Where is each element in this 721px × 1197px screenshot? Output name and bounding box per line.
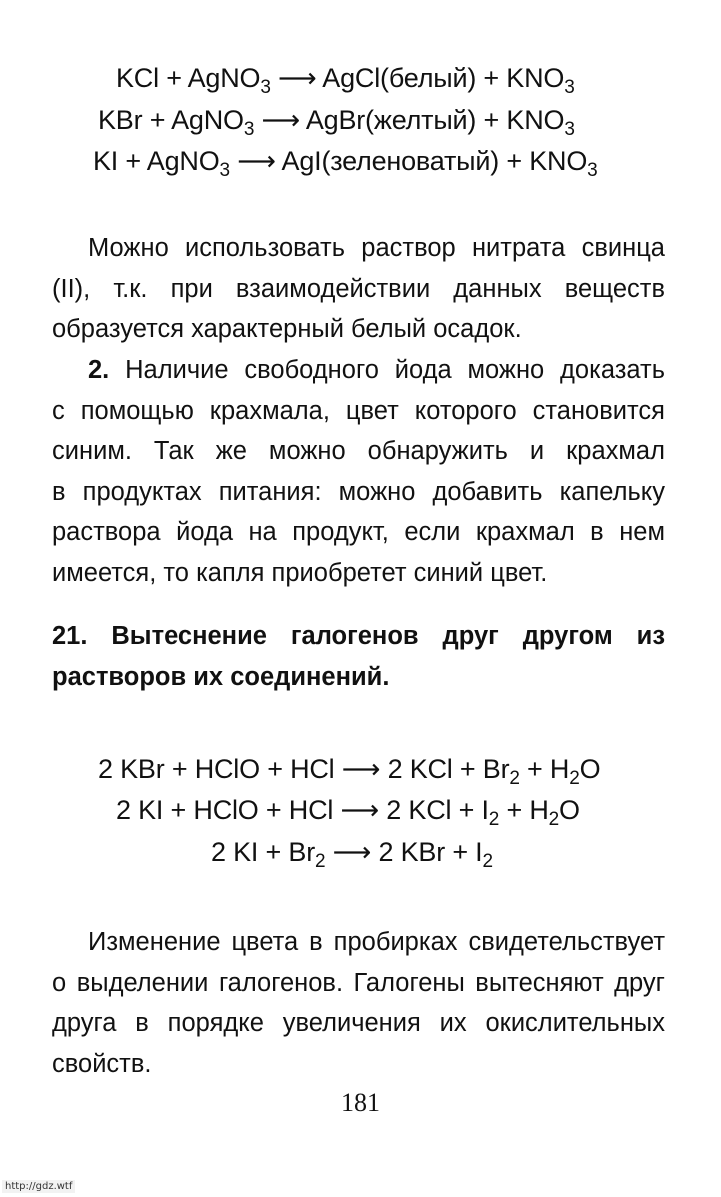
formula-text: 2 KI + HClO + HCl ⟶ 2 KCl + I	[116, 795, 489, 825]
subscript: 2	[488, 809, 500, 830]
text-line: синим. Так же можно обнаружить и крахмал	[52, 437, 665, 465]
text-line: 2. Наличие свободного йода можно доказать	[88, 356, 665, 384]
text-line: о выделении галогенов. Галогены вытесняют друг	[52, 968, 665, 997]
formula-text: O	[559, 795, 580, 825]
formula-text: ⟶ AgBr(желтый) + KNO	[254, 105, 565, 135]
text-line: Изменение цвета в пробирках свидетельствует	[88, 928, 665, 956]
text-line: имеется, то капля приобретет синий цвет.	[52, 558, 548, 587]
formula-text: O	[579, 754, 601, 784]
paragraph-lead-nitrate	[52, 228, 665, 350]
subscript: 3	[260, 77, 271, 98]
text-line: раствора йода на продукт, если крахмал в нем	[52, 518, 665, 546]
formula-text: ⟶ 2 KBr + I	[325, 837, 483, 867]
heading-line: растворов их соединений.	[52, 663, 390, 691]
equation-ki-br2	[211, 837, 493, 872]
watermark-link[interactable]: http://gdz.wtf	[2, 1180, 75, 1193]
subscript: 3	[243, 119, 255, 140]
subscript: 3	[219, 160, 230, 181]
text-line: свойств.	[52, 1049, 152, 1078]
subscript: 2	[482, 851, 493, 872]
equation-kbr-agno3	[98, 105, 575, 140]
paragraph-iodine-starch	[52, 350, 665, 593]
formula-text: 2 KBr + HClO + HCl ⟶ 2 KCl + Br	[98, 754, 510, 784]
subscript: 3	[564, 77, 575, 98]
formula-text: KI + AgNO	[93, 146, 220, 176]
text-line: в продуктах питания: можно добавить капельку	[52, 477, 665, 506]
subscript: 3	[587, 160, 598, 181]
formula-text: ⟶ AgI(зеленоватый) + KNO	[229, 146, 588, 176]
subscript: 2	[315, 851, 326, 872]
text-line: друга в порядке увеличения их окислительных	[52, 1009, 665, 1037]
equation-ki-hclo	[116, 795, 580, 830]
equation-kbr-hclo	[98, 754, 601, 789]
formula-text: KBr + AgNO	[98, 105, 244, 135]
text-line: с помощью крахмала, цвет которого становится	[52, 396, 665, 425]
equation-ki-agno3	[93, 146, 598, 181]
page-number: 181	[341, 1088, 380, 1117]
equation-kcl-agno3	[116, 63, 575, 98]
formula-text: 2 KI + Br	[211, 837, 315, 867]
text-line: Можно использовать раствор нитрата свинца	[88, 234, 665, 262]
section-heading	[52, 616, 665, 698]
text-line: образуется характерный белый осадок.	[52, 315, 522, 343]
paragraph-color-change	[52, 922, 665, 1084]
formula-text: + H	[519, 754, 570, 784]
formula-text: KCl + AgNO	[116, 63, 261, 93]
subscript: 2	[569, 768, 580, 789]
heading-line: 21. Вытеснение галогенов друг другом из	[52, 622, 665, 650]
formula-text: + H	[499, 795, 549, 825]
item-number: 2.	[88, 356, 110, 384]
subscript: 2	[548, 809, 560, 830]
text-line: (II), т.к. при взаимодействии данных веществ	[52, 274, 665, 303]
subscript: 2	[509, 768, 520, 789]
formula-text: ⟶ AgCl(белый) + KNO	[270, 63, 565, 93]
subscript: 3	[564, 119, 575, 140]
